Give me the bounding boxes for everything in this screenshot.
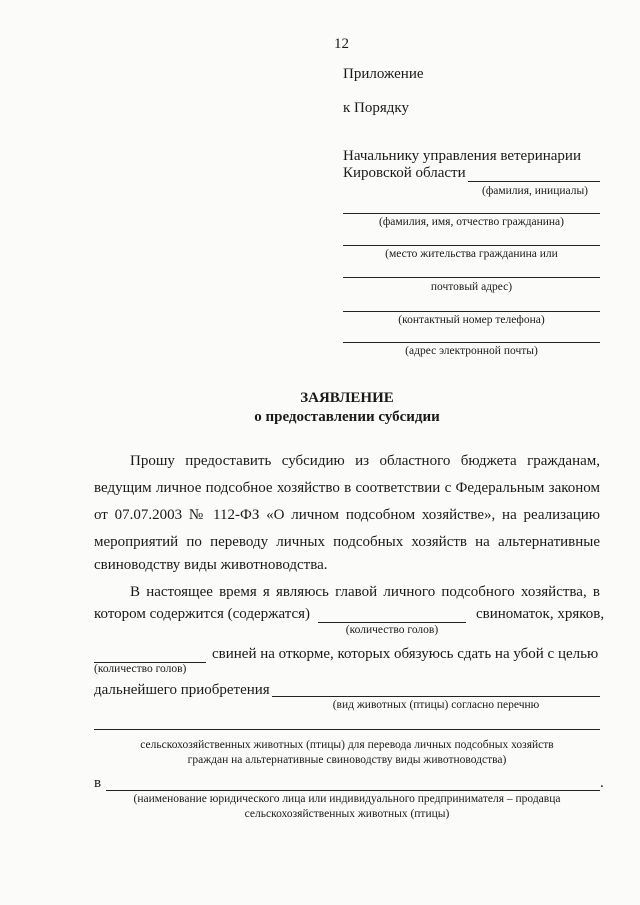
species-field[interactable] — [272, 696, 600, 697]
sender-postal-hint: почтовый адрес) — [430, 281, 513, 293]
para1-line3: от 07.07.2003 № 112-ФЗ «О личном подсобном хозяйстве», на реализацию — [94, 507, 600, 523]
para1-line2: ведущим личное подсобное хозяйство в соответствии с Федеральным законом — [94, 480, 600, 496]
para2-line2-end: свиноматок, хряков, — [476, 606, 605, 622]
para2-line5-end: . — [600, 775, 604, 791]
sender-phone-line[interactable] — [343, 311, 600, 312]
appendix-label: Приложение — [343, 66, 424, 82]
para2-line4-start: дальнейшего приобретения — [94, 682, 270, 698]
para2-line1: В настоящее время я являюсь главой личного подсобного хозяйства, в — [130, 584, 600, 600]
para2-line2-start: котором содержится (содержатся) — [94, 606, 311, 622]
addressee-name-line[interactable] — [468, 181, 600, 182]
document-title: ЗАЯВЛЕНИЕ — [300, 390, 394, 406]
page-number: 12 — [334, 36, 349, 52]
para1-line1: Прошу предоставить субсидию из областного бюджета гражданам, — [130, 453, 600, 469]
para2-line3: свиней на откорме, которых обязуюсь сдать на убой с целью — [212, 646, 599, 662]
para1-line4: мероприятий по переводу личных подсобных хозяйств на альтернативные — [94, 534, 600, 550]
seller-field[interactable] — [106, 790, 600, 791]
species-hint-line2: сельскохозяйственных животных (птицы) для перевода личных подсобных хозяйств — [140, 739, 554, 751]
addressee-name-hint: (фамилия, инициалы) — [481, 185, 589, 197]
addressee-title: Начальнику управления ветеринарии — [343, 148, 581, 164]
sender-email-hint: (адрес электронной почты) — [405, 345, 538, 357]
fattening-count-hint: (количество голов) — [94, 663, 187, 675]
sender-address-line[interactable] — [343, 245, 600, 246]
seller-hint: (наименование юридического лица или индивидуального предпринимателя – продавца — [133, 793, 561, 805]
sender-name-line[interactable] — [343, 213, 600, 214]
sender-phone-hint: (контактный номер телефона) — [398, 314, 545, 326]
para2-line5-start: в — [94, 775, 102, 791]
document-subtitle: о предоставлении субсидии — [254, 409, 440, 425]
species-hint: (вид животных (птицы) согласно перечню — [332, 699, 540, 711]
species-hint-line3: граждан на альтернативные свиноводству виды животноводства) — [187, 754, 507, 766]
addressee-region: Кировской области — [343, 165, 466, 181]
para1-line5: свиноводству виды животноводства. — [94, 557, 328, 573]
breeding-count-hint: (количество голов) — [345, 624, 439, 636]
sender-postal-line[interactable] — [343, 277, 600, 278]
sender-email-line[interactable] — [343, 342, 600, 343]
breeding-count-field[interactable] — [318, 622, 466, 623]
appendix-reference: к Порядку — [343, 100, 409, 116]
species-field-continued[interactable] — [94, 729, 600, 730]
seller-hint-line2: сельскохозяйственных животных (птицы) — [244, 808, 450, 820]
sender-address-hint: (место жительства гражданина или — [385, 248, 558, 260]
sender-name-hint: (фамилия, имя, отчество гражданина) — [379, 216, 564, 228]
